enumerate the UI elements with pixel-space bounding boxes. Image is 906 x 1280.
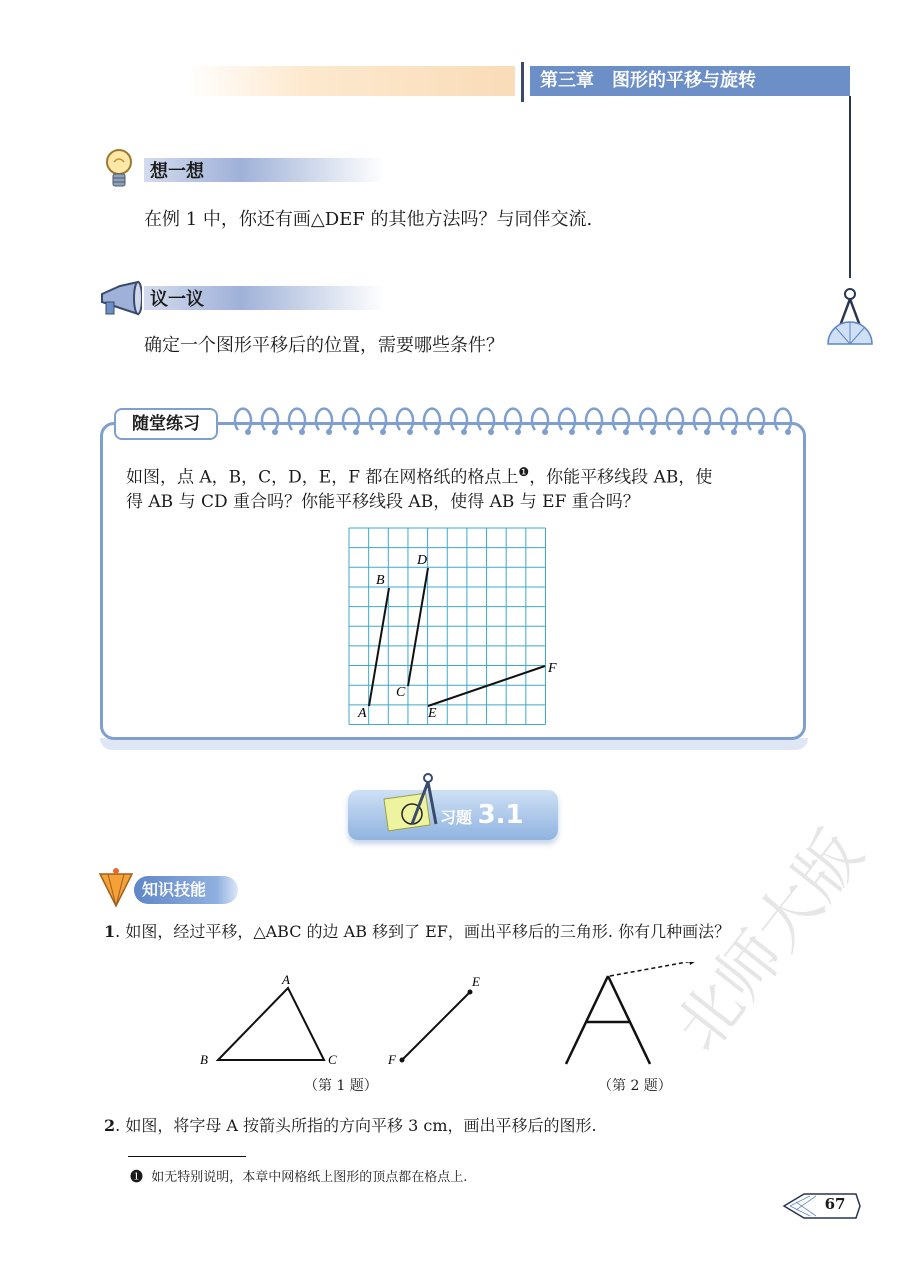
skills-label: 知识技能 [134,876,238,904]
exercise-number: 3.1 [477,800,524,830]
footnote-rule [128,1156,246,1157]
practice-line1 [126,458,712,492]
fig1-label-e: E [472,974,480,989]
label-a: A [358,706,367,721]
grid-figure [340,520,570,735]
label-f: F [548,661,557,676]
segment-ab [369,588,389,706]
question-1-number: 1 [104,922,116,941]
fig1-label-c: C [328,1052,337,1067]
fig1-label-b: B [200,1052,208,1067]
footnote [130,1166,467,1185]
compass-protractor-icon [826,284,876,348]
question-figures [190,962,710,1072]
page-number: 67 [824,1195,846,1213]
label-c: C [396,685,406,700]
footnote-bullet: ❶ [130,1170,144,1185]
practice-line2: 得 AB 与 CD 重合吗？你能平移线段 AB，使得 AB 与 EF 重合吗？ [126,492,640,512]
fig1-label-a: A [282,972,290,987]
practice-line1b-text: ，你能平移线段 AB，使 [529,467,713,488]
practice-line1-text: 如图，点 A，B，C，D，E，F 都在网格纸的格点上 [126,467,519,488]
lightbulb-icon [104,146,134,192]
chapter-title: 第三章 图形的平移与旋转 [530,66,850,96]
footnote-text: 如无特别说明，本章中网格纸上图形的顶点都在格点上. [151,1170,468,1185]
think-text: 在例 1 中，你还有画△DEF 的其他方法吗？与同伴交流. [144,209,593,230]
fig1-caption: （第 1 题） [304,1078,378,1094]
spiral-binding [228,400,808,440]
practice-tab: 随堂练习 [114,408,218,440]
question-2-text: . 如图，将字母 A 按箭头所指的方向平移 3 cm，画出平移后的图形. [115,1116,597,1135]
watermark: 北师大版 [661,817,878,1065]
label-b: B [376,573,385,588]
discuss-title: 议一议 [150,289,204,310]
discuss-text: 确定一个图形平移后的位置，需要哪些条件？ [144,335,504,356]
side-rule [849,96,851,278]
pencil-cone-icon [98,868,134,908]
triangle-abc [218,988,324,1060]
footnote-marker: ❶ [518,465,530,479]
think-title: 想一想 [150,161,204,182]
question-1 [104,920,730,944]
megaphone-icon [98,280,142,318]
header-gradient-strip [185,66,515,96]
exercise-prefix: 习题 [440,808,473,827]
segment-cd [408,568,428,686]
question-1-text: . 如图，经过平移，△ABC 的边 AB 移到了 EF，画出平移后的三角形. 你有几种画法？ [115,922,731,941]
question-2-number: 2 [104,1116,116,1135]
question-2 [104,1114,597,1138]
exercise-label [440,800,524,830]
label-d: D [417,553,428,568]
header-divider [521,62,524,102]
label-e: E [428,706,437,721]
segment-ef-q1 [402,992,470,1060]
compass-icon [382,772,446,836]
fig2-caption: （第 2 题） [598,1078,672,1094]
fig1-label-f: F [388,1052,396,1067]
